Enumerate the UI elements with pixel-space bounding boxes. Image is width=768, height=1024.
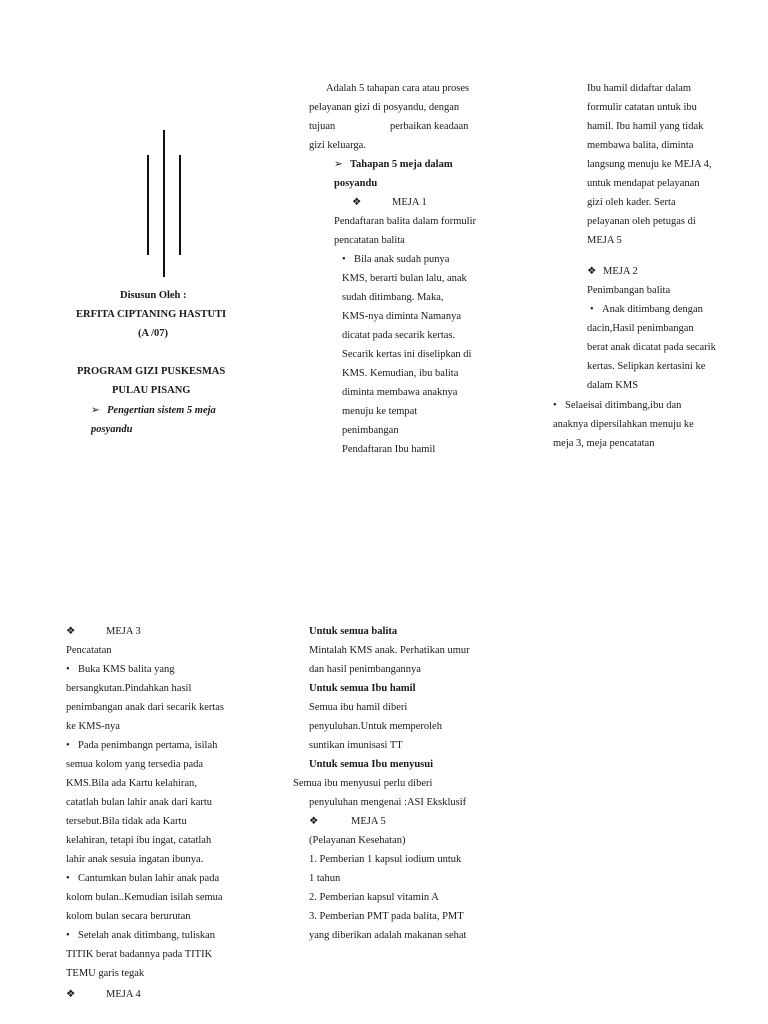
meja3-bullet-line: TITIK berat badannya pada TITIK [66,949,213,960]
meja1-bullet-line: sudah ditimbang. Maka, [342,292,444,303]
program-title-line2: PULAU PISANG [112,385,191,396]
meja3-bullet-line: ke KMS-nya [66,721,120,732]
meja2-bullet2-line: anaknya dipersilahkan menuju ke [553,419,694,430]
section-heading-pengertian: ➢ Pengertian sistem 5 meja [91,401,216,420]
meja2-bullet2-line: • Selaeisai ditimbang,ibu dan [553,396,681,415]
meja5-heading: ❖ MEJA 5 [309,812,386,831]
meja3-bullet-line: kelahiran, tetapi ibu ingat, catatlah [66,835,212,846]
meja1-bullet-line: penimbangan [342,425,399,436]
meja1-bullet-line: Secarik kertas ini diselipkan di [342,349,472,360]
diamond-bullet-icon: ❖ [309,816,319,827]
meja5-numbered-item: 3. Pemberian PMT pada balita, PMT [309,911,464,922]
right-text-line: Ibu hamil didaftar dalam [587,83,692,94]
bullet-dot-icon: • [553,400,557,411]
heading-ibu-hamil: Untuk semua Ibu hamil [309,683,416,694]
right-text-line: MEJA 5 [587,235,622,246]
meja1-bullet-line: • Bila anak sudah punya [342,250,449,269]
right-text-line: langsung menuju ke MEJA 4, [587,159,712,170]
meja5-numbered-item: 1. Pemberian 1 kapsul iodium untuk [309,854,462,865]
meja3-bullet-line: • Cantumkan bulan lahir anak pada [66,869,219,888]
right-text-line: gizi oleh kader. Serta [587,197,676,208]
meja3-bullet-line: • Buka KMS balita yang [66,660,175,679]
meja1-heading: ❖ MEJA 1 [352,193,427,212]
meja5-numbered-item: 1 tahun [309,873,341,884]
author-id: (A /07) [138,328,169,339]
menyusui-text-line: penyuluhan mengenai :ASI Eksklusif [309,797,467,808]
ibu-hamil-text-line: penyuluhan.Untuk memperoleh [309,721,442,732]
meja2-bullet-line: kertas. Selipkan kertasini ke [587,361,706,372]
mid-text-line: pelayanan gizi di posyandu, dengan [309,102,460,113]
author-label: Disusun Oleh : [120,290,187,301]
meja5-numbered-item: yang diberikan adalah makanan sehat [309,930,467,941]
meja3-bullet-line: semua kolom yang tersedia pada [66,759,204,770]
program-title-line1: PROGRAM GIZI PUSKESMAS [77,366,226,377]
mid-heading-tahapan: ➢ Tahapan 5 meja dalam [334,155,453,174]
meja5-desc: (Pelayanan Kesehatan) [309,835,406,846]
diamond-bullet-icon: ❖ [587,266,597,277]
right-text-line: untuk mendapat pelayanan [587,178,700,189]
heading-semua-balita: Untuk semua balita [309,626,398,637]
meja1-bullet-line: menuju ke tempat [342,406,418,417]
bullet-dot-icon: • [66,930,70,941]
meja3-heading: ❖ MEJA 3 [66,622,141,641]
right-text-line: pelayanan oleh petugas di [587,216,696,227]
right-text-line: formulir catatan untuk ibu [587,102,697,113]
arrow-bullet-icon: ➢ [91,405,100,416]
ibu-hamil-text-line: suntikan imunisasi TT [309,740,403,751]
meja1-desc: pencatatan balita [334,235,405,246]
meja1-bullet-line: Pendaftaran Ibu hamil [342,444,436,455]
meja3-bullet-line: TEMU garis tegak [66,968,145,979]
meja3-bullet-line: kolom bulan secara berurutan [66,911,191,922]
mid-text-line: Adalah 5 tahapan cara atau proses [326,83,470,94]
meja2-bullet-line: • Anak ditimbang dengan [590,300,703,319]
bullet-dot-icon: • [66,873,70,884]
meja3-bullet-line: penimbangan anak dari secarik kertas [66,702,225,713]
meja3-bullet-line: KMS.Bila ada Kartu kelahiran, [66,778,197,789]
meja5-numbered-item: 2. Pemberian kapsul vitamin A [309,892,439,903]
meja1-bullet-line: dicatat pada secarik kertas. [342,330,456,341]
menyusui-text-line: Semua ibu menyusui perlu diberi [293,778,433,789]
meja2-bullet2-line: meja 3, meja pencatatan [553,438,655,449]
meja1-bullet-line: KMS, berarti bulan lalu, anak [342,273,467,284]
meja3-bullet-line: • Setelah anak ditimbang, tuliskan [66,926,215,945]
diamond-bullet-icon: ❖ [66,626,76,637]
bullet-dot-icon: • [66,664,70,675]
meja3-bullet-line: kolom bulan..Kemudian isilah semua [66,892,223,903]
arrow-bullet-icon: ➢ [334,159,343,170]
meja4-heading: ❖ MEJA 4 [66,985,141,1004]
section-heading-pengertian-line2: posyandu [91,424,133,435]
mid-heading-tahapan-line2: posyandu [334,178,378,189]
decorative-bar-right [179,155,181,255]
mid-text-line: gizi keluarga. [309,140,366,151]
ibu-hamil-text-line: Semua ibu hamil diberi [309,702,408,713]
right-text-line: membawa balita, diminta [587,140,694,151]
meja2-desc: Penimbangan balita [587,285,671,296]
meja3-bullet-line: bersangkutan.Pindahkan hasil [66,683,192,694]
meja3-desc: Pencatatan [66,645,112,656]
meja2-bullet-line: dacin,Hasil penimbangan [587,323,694,334]
meja3-bullet-line: • Pada penimbangn pertama, isilah [66,736,217,755]
meja3-bullet-line: tersebut.Bila tidak ada Kartu [66,816,187,827]
meja1-bullet-line: KMS. Kemudian, ibu balita [342,368,459,379]
bullet-dot-icon: • [66,740,70,751]
heading-ibu-menyusui: Untuk semua Ibu menyusui [309,759,434,770]
balita-text-line: Mintalah KMS anak. Perhatikan umur [309,645,470,656]
decorative-bar-left [147,155,149,255]
bullet-dot-icon: • [342,254,346,265]
diamond-bullet-icon: ❖ [352,197,362,208]
author-name: ERFITA CIPTANING HASTUTI [76,309,227,320]
meja1-bullet-line: diminta membawa anaknya [342,387,458,398]
meja1-bullet-line: KMS-nya diminta Namanya [342,311,461,322]
mid-text-line: perbaikan keadaan [390,121,469,132]
decorative-bar-center [163,130,165,277]
diamond-bullet-icon: ❖ [66,989,76,1000]
right-text-line: hamil. Ibu hamil yang tidak [587,121,704,132]
bullet-dot-icon: • [590,304,594,315]
balita-text-line: dan hasil penimbangannya [309,664,421,675]
meja3-bullet-line: catatlah bulan lahir anak dari kartu [66,797,213,808]
meja2-heading: ❖ MEJA 2 [587,262,638,281]
meja1-desc: Pendaftaran balita dalam formulir [334,216,476,227]
meja2-bullet-line: berat anak dicatat pada secarik [587,342,716,353]
mid-text-line: tujuan [309,121,336,132]
meja2-bullet-line: dalam KMS [587,380,639,391]
meja3-bullet-line: lahir anak sesuia ingatan ibunya. [66,854,204,865]
